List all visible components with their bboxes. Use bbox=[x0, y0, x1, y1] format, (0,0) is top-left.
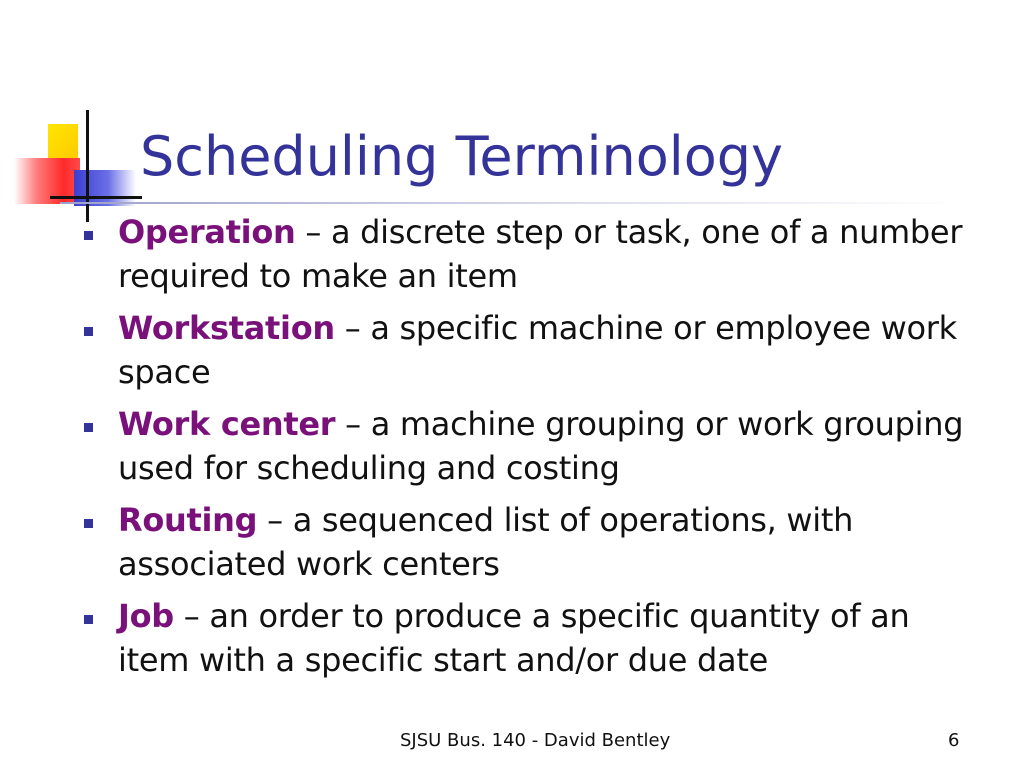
bullet-square-icon bbox=[84, 327, 93, 336]
bullet-text bbox=[118, 501, 853, 583]
bullet-square-icon bbox=[84, 615, 93, 624]
definition: – an order to produce a specific quantity of an item with a specific start and/or due date bbox=[118, 597, 910, 679]
term: Job bbox=[118, 597, 174, 635]
bullet-list bbox=[76, 210, 976, 690]
title-underline bbox=[60, 202, 960, 204]
definition: – a machine grouping or work grouping used for scheduling and costing bbox=[118, 405, 964, 487]
definition: – a specific machine or employee work space bbox=[118, 309, 957, 391]
bullet-item bbox=[76, 210, 976, 298]
bullet-item bbox=[76, 306, 976, 394]
definition: – a sequenced list of operations, with associated work centers bbox=[118, 501, 854, 583]
bullet-item bbox=[76, 402, 976, 490]
bullet-text bbox=[118, 405, 963, 487]
vertical-line bbox=[86, 110, 89, 222]
term: Routing bbox=[118, 501, 258, 539]
term: Operation bbox=[118, 213, 296, 251]
bullet-square-icon bbox=[84, 423, 93, 432]
bullet-text bbox=[118, 309, 957, 391]
definition: – a discrete step or task, one of a number required to make an item bbox=[118, 213, 963, 295]
bullet-text bbox=[118, 213, 962, 295]
slide-footer: SJSU Bus. 140 - David Bentley bbox=[400, 730, 671, 751]
term: Work center bbox=[118, 405, 336, 443]
slide-title: Scheduling Terminology bbox=[140, 125, 784, 188]
bullet-item bbox=[76, 594, 976, 682]
bullet-square-icon bbox=[84, 519, 93, 528]
term: Workstation bbox=[118, 309, 335, 347]
page-number: 6 bbox=[948, 730, 960, 751]
bullet-square-icon bbox=[84, 231, 93, 240]
decorative-logo bbox=[0, 0, 140, 230]
horizontal-line bbox=[50, 196, 142, 199]
blue-square bbox=[74, 170, 136, 206]
bullet-text bbox=[118, 597, 909, 679]
bullet-item bbox=[76, 498, 976, 586]
